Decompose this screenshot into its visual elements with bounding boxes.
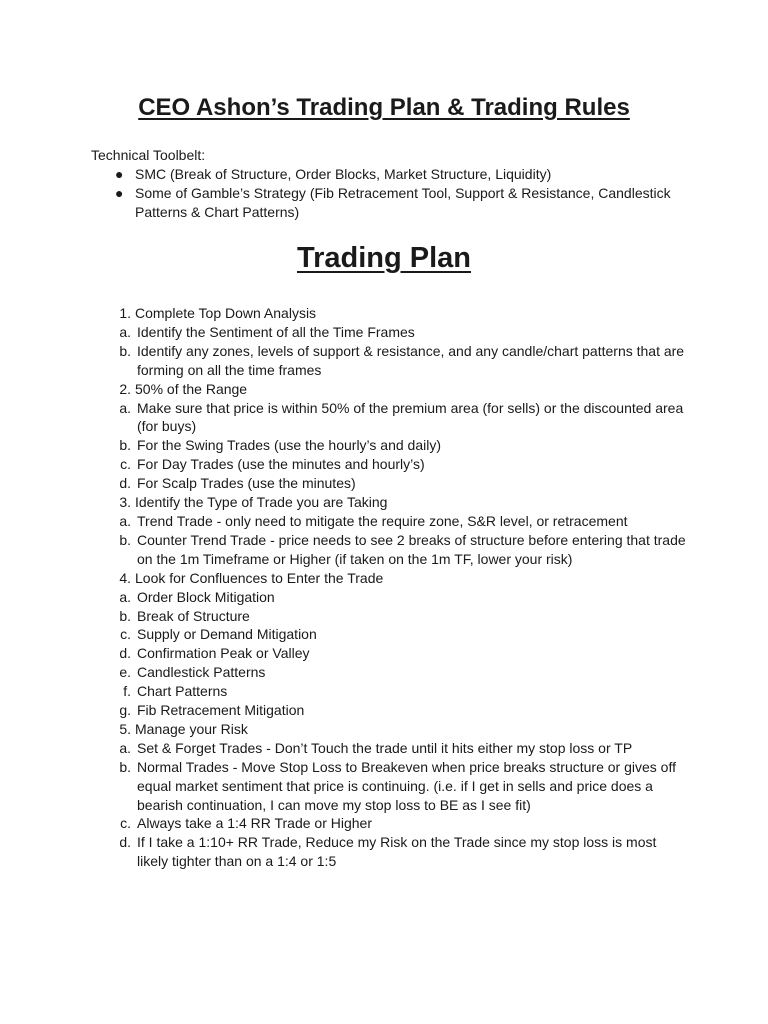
substep-letter: c. [120, 815, 131, 832]
substep-letter: d. [119, 834, 131, 851]
substep-letter: a. [119, 588, 131, 605]
toolbelt-item-text: SMC (Break of Structure, Order Blocks, Market Structure, Liquidity) [135, 166, 552, 182]
plan-substep [47, 342, 691, 380]
plan-substep [47, 531, 691, 569]
toolbelt-heading: Technical Toolbelt: [91, 147, 206, 163]
substep-letter: a. [119, 512, 131, 529]
plan-step [91, 493, 691, 512]
plan-step [91, 720, 691, 739]
toolbelt-item [91, 165, 691, 184]
substep-letter: c. [120, 456, 131, 473]
document-title: CEO Ashon’s Trading Plan & Trading Rules [138, 94, 630, 121]
plan-substep [47, 436, 691, 455]
substep-letter: c. [120, 626, 131, 643]
substep-text: Identify the Sentiment of all the Time Frames [137, 323, 415, 340]
substep-letter: b. [119, 758, 131, 775]
toolbelt-item [91, 184, 691, 222]
substep-text: Candlestick Patterns [137, 664, 266, 681]
step-text: Complete Top Down Analysis [135, 305, 317, 321]
substep-text: For Day Trades (use the minutes and hourly’s) [137, 456, 425, 473]
substep-letter: b. [119, 531, 131, 548]
plan-substep [47, 607, 691, 626]
plan-substep [47, 399, 691, 437]
section-title-trading-plan: Trading Plan [296, 242, 472, 274]
bullet-icon: ● [115, 185, 124, 201]
plan-substep [47, 474, 691, 493]
step-text: Look for Confluences to Enter the Trade [135, 569, 384, 586]
substep-letter: e. [119, 664, 131, 681]
substep-text: Normal Trades - Move Stop Loss to Breakeven when price breaks structure or gives off equal market sentiment that price is continuing. (i.e. if I get in sells and price does a bearish continuation, I can move my stop loss to BE as I see fit) [137, 758, 676, 813]
plan-substep [47, 814, 691, 833]
substep-text: Supply or Demand Mitigation [137, 626, 317, 643]
plan-substep [47, 833, 691, 871]
substep-text: Set & Forget Trades - Don’t Touch the trade until it hits either my stop loss or TP [137, 739, 633, 756]
plan-step [91, 304, 691, 323]
plan-substep [47, 644, 691, 663]
substep-text: Trend Trade - only need to mitigate the require zone, S&R level, or retracement [137, 512, 628, 529]
plan-substep [47, 739, 691, 758]
plan-substep [47, 758, 691, 815]
substep-letter: g. [119, 702, 131, 719]
substep-text: For Scalp Trades (use the minutes) [137, 475, 356, 492]
step-number: 3. [119, 494, 131, 511]
substep-letter: b. [119, 437, 131, 454]
plan-substep [47, 663, 691, 682]
substep-text: Confirmation Peak or Valley [137, 645, 310, 662]
substep-letter: a. [119, 399, 131, 416]
substep-text: Counter Trend Trade - price needs to see 2 breaks of structure before entering that trade on the 1m Timeframe or Higher (if taken on the 1m TF, lower your risk) [137, 531, 686, 567]
step-number: 4. [119, 569, 131, 586]
substep-text: Identify any zones, levels of support & resistance, and any candle/chart patterns that are forming on all the time frames [137, 342, 685, 378]
toolbelt-list [91, 165, 691, 222]
step-text: 50% of the Range [135, 380, 248, 397]
substep-text: Order Block Mitigation [137, 588, 275, 605]
step-text: Identify the Type of Trade you are Taking [135, 494, 388, 511]
substep-letter: d. [119, 475, 131, 492]
plan-substep [47, 512, 691, 531]
plan-substep [47, 701, 691, 720]
substep-text: Break of Structure [137, 607, 250, 624]
step-number: 1. [119, 305, 131, 321]
step-number: 5. [119, 720, 131, 737]
step-text: Manage your Risk [135, 720, 248, 737]
plan-substep [47, 625, 691, 644]
substep-text: Always take a 1:4 RR Trade or Higher [137, 815, 372, 832]
substep-text: For the Swing Trades (use the hourly’s and daily) [137, 437, 442, 454]
substep-text: Make sure that price is within 50% of the premium area (for sells) or the discounted area (for buys) [137, 399, 684, 435]
technical-toolbelt [91, 146, 691, 222]
substep-letter: b. [119, 342, 131, 359]
bullet-icon: ● [115, 166, 124, 182]
trading-plan-list [91, 304, 691, 871]
substep-letter: a. [119, 323, 131, 340]
plan-step [91, 569, 691, 588]
substep-letter: f. [123, 683, 131, 700]
step-number: 2. [119, 380, 131, 397]
substep-letter: d. [119, 645, 131, 662]
plan-substep [47, 323, 691, 342]
substep-letter: b. [119, 607, 131, 624]
substep-text: Fib Retracement Mitigation [137, 702, 305, 719]
substep-text: If I take a 1:10+ RR Trade, Reduce my Risk on the Trade since my stop loss is most likely tighter than on a 1:4 or 1:5 [137, 834, 657, 870]
toolbelt-item-text: Some of Gamble’s Strategy (Fib Retracement Tool, Support & Resistance, Candlestick Patterns & Chart Patterns) [135, 185, 671, 220]
plan-step [91, 380, 691, 399]
substep-text: Chart Patterns [137, 683, 228, 700]
plan-substep [47, 588, 691, 607]
plan-substep [47, 455, 691, 474]
plan-substep [47, 682, 691, 701]
substep-letter: a. [119, 739, 131, 756]
